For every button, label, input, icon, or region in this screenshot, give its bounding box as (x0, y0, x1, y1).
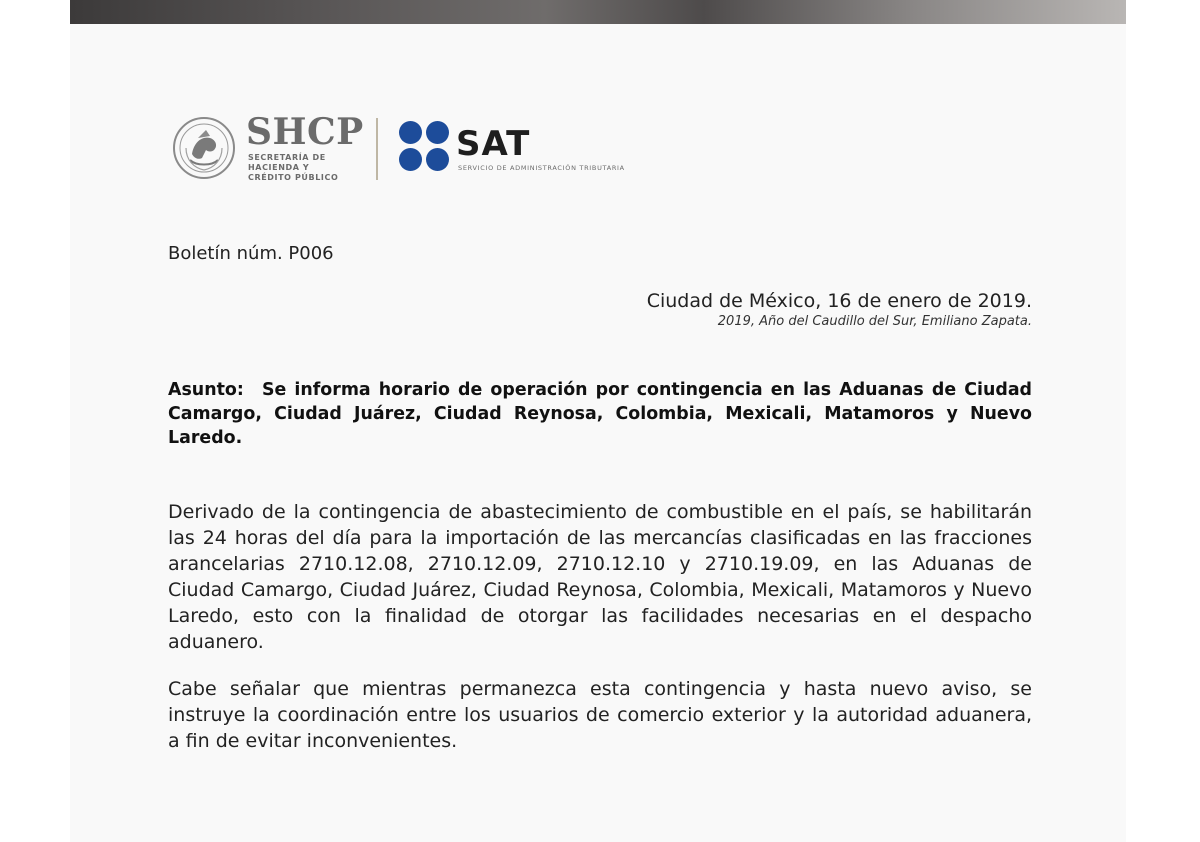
shcp-logo (172, 112, 372, 186)
sat-subtitle: SERVICIO DE ADMINISTRACIÓN TRIBUTARIA (458, 164, 625, 172)
sat-wordmark: SAT (456, 124, 531, 164)
body-paragraph: Derivado de la contingencia de abastecimiento de combustible en el país, se habilitarán las 24 horas del día para la importación de las mercancías clasificadas en las fracciones arancelarias 2710.12.08, 2710.12.09, 2710.12.10 y 2710.19.09, en las Aduanas de Ciudad Camargo, Ciudad Juárez, Ciudad Reynosa, Colombia, Mexicali, Matamoros y Nuevo Laredo, esto con la finalidad de otorgar las facilidades necesarias en el despacho aduanero. (168, 501, 1032, 653)
bulletin-number: Boletín núm. P006 (168, 243, 334, 264)
document-date: Ciudad de México, 16 de enero de 2019. (646, 290, 1032, 312)
subject (168, 378, 1032, 450)
shcp-subtitle (248, 153, 338, 183)
body-paragraph: Cabe señalar que mientras permanezca esta contingencia y hasta nuevo aviso, se instruye la coordinación entre los usuarios de comercio exterior y la autoridad aduanera, a fin de evitar inconvenientes. (168, 678, 1032, 752)
shcp-subtitle-line: SECRETARÍA DE (248, 153, 326, 162)
sat-four-dots-icon (398, 120, 450, 172)
date-block (647, 288, 1032, 330)
subject-label: Asunto: (168, 380, 244, 400)
shcp-wordmark: SHCP (246, 111, 364, 153)
logo-divider (376, 118, 378, 180)
shcp-subtitle-line: HACIENDA Y (248, 163, 310, 172)
subject-text: Se informa horario de operación por contingencia en las Aduanas de Ciudad Camargo, Ciudad Juárez, Ciudad Reynosa, Colombia, Mexicali, Matamoros y Nuevo Laredo. (168, 380, 1033, 448)
sat-logo (398, 120, 648, 174)
top-photo-strip (70, 0, 1126, 24)
mexican-coat-of-arms-seal-icon (172, 114, 236, 182)
year-motto: 2019, Año del Caudillo del Sur, Emiliano Zapata. (717, 314, 1032, 329)
shcp-subtitle-line: CRÉDITO PÚBLICO (248, 173, 339, 182)
